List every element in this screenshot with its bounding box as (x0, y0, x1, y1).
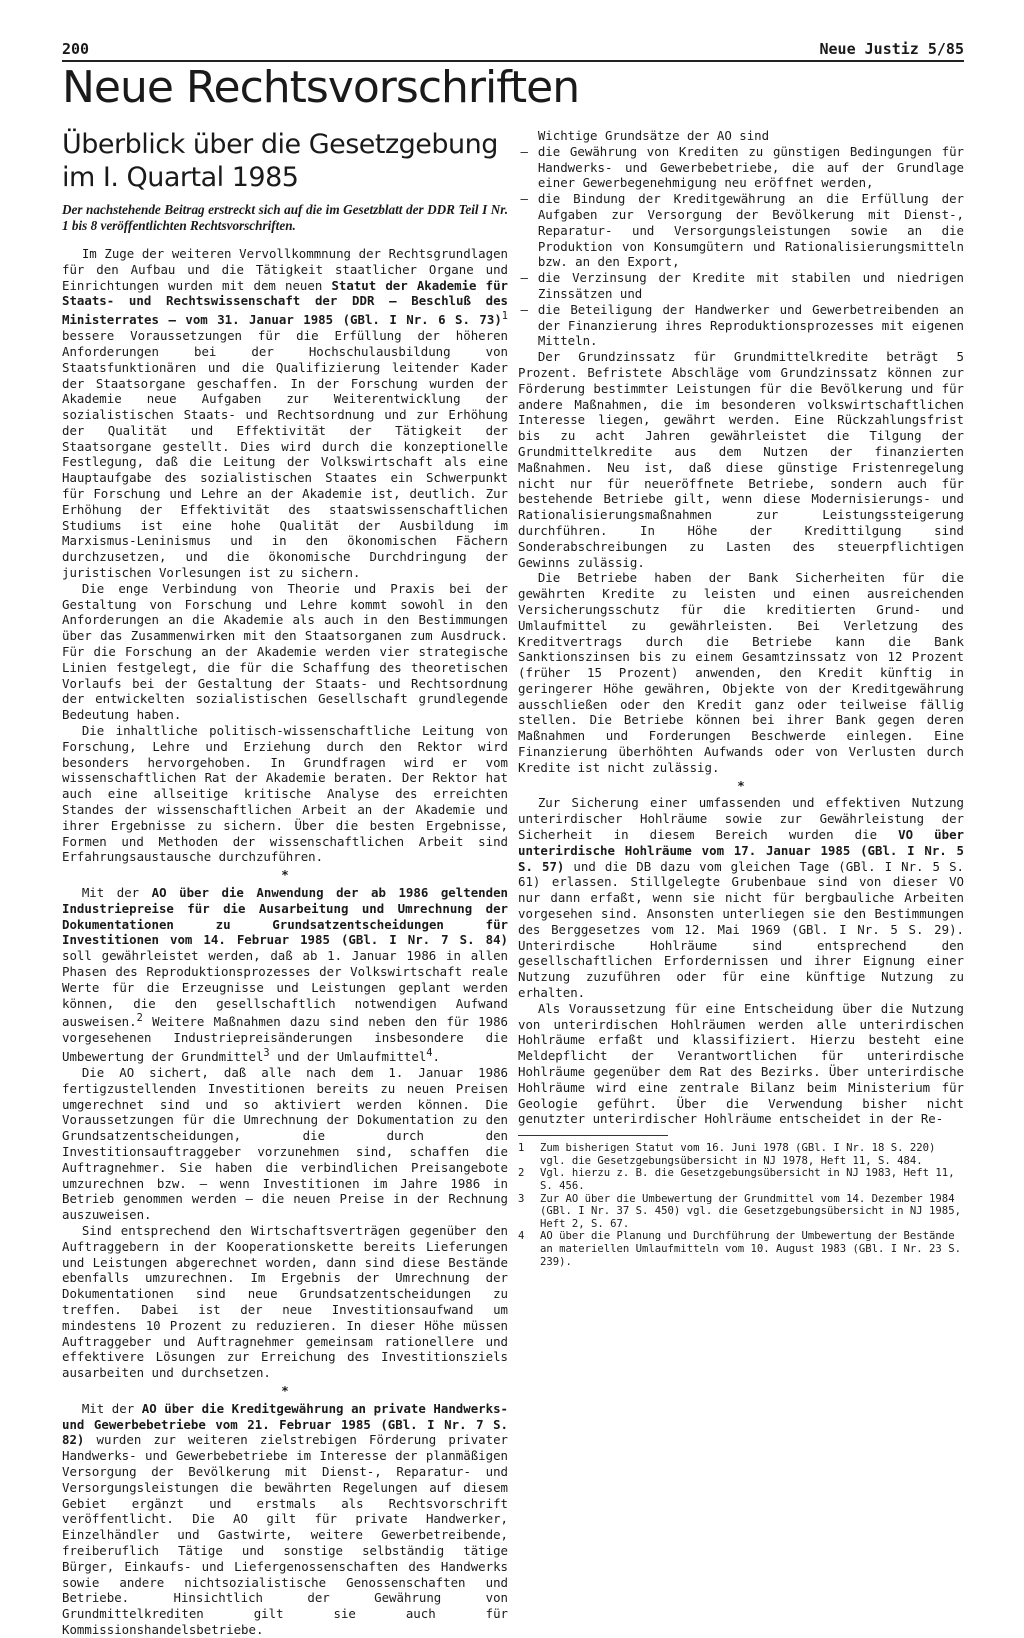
paragraph: Die Betriebe haben der Bank Sicherheiten für die gewährten Kredite zu leisten und einen ausreichenden Versicherungsschutz für die kreditierten Grund- und Umlaufmittel zu gewährleisten. Bei Verletzung des Kreditvertrags durch die Betriebe kann die Bank Sanktionszinsen bis zu einem Gesamtzinssatz von 12 Prozent (früher 15 Prozent) anwenden, den Kredit künftig in geringerer Höhe gewähren, Objekte von der Kreditgewährung ausschließen oder den Kredit ganz oder teilweise fällig stellen. Die Betriebe können bei ihrer Bank gegen deren Maßnahmen und Forderungen Beschwerde einlegen. Eine Finanzierung überhöhten Aufwands oder von Verlusten durch Kredite ist nicht zulässig. (518, 570, 964, 775)
footnote-number: 3 (518, 1192, 525, 1205)
paragraph (518, 795, 964, 1000)
text-run: soll gewährleistet werden, daß ab 1. Januar 1986 in allen Phasen des Reproduktionsprozesses der Volkswirtschaft reale Werte für die Erzeugnisse und Leistungen geplant werden können, die den gesellschaftlich notwendigen Aufwand ausweisen. (62, 948, 508, 1030)
law-reference: AO über die Kreditgewährung an private Handwerks- und Gewerbebetriebe vom 21. Februar 1985 (GBl. I Nr. 7 S. 82) (62, 1400, 508, 1448)
section-divider: * (281, 867, 289, 883)
paragraph: Die inhaltliche politisch-wissenschaftliche Leitung von Forschung, Lehre und Erziehung durch den Rektor wird besonders hervorgehoben. In Grundfragen wird er vom wissenschaftlichen Rat der Akademie beraten. Der Rektor hat auch eine allseitige kritische Analyse des erreichten Standes der wissenschaftlichen Arbeit an der Akademie und ihrer Ergebnisse zu sichern. Über die besten Ergebnisse, Formen und Methoden der wissenschaftlichen Arbeit sind Erfahrungsaustausche durchzuführen. (62, 723, 508, 865)
text-run: und die DB dazu vom gleichen Tage (GBl. I Nr. 5 S. 61) erlassen. Stillgelegte Grubenbaue sind von dieser VO nur dann erfaßt, wenn sie nicht für bergbauliche Arbeiten vorgesehen sind. Ansonsten unterliegen sie den Bestimmungen des Berggesetzes vom 12. Mai 1969 (GBl. I Nr. 5 S. 29). Unterirdische Hohlräume sind entsprechend den gesellschaftlichen Erfordernissen und ihrer Eignung einer Nutzung zuzuführen oder für eine künftige Nutzung zu erhalten. (518, 858, 964, 1001)
journal-issue: Neue Justiz 5/85 (819, 40, 964, 58)
principles-list (518, 144, 964, 349)
law-reference: VO über unterirdische Hohlräume vom 17. Januar 1985 (GBl. I Nr. 5 S. 57) (518, 827, 964, 874)
footnote-text: AO über die Planung und Durchführung der Umbewertung der Bestände an materiellen Umlaufmitteln vom 10. August 1983 (GBl. I Nr. 23 S. 239). (540, 1230, 961, 1268)
list-item: – die Beteiligung der Handwerker und Gewerbetreibenden an der Finanzierung ihres Reproduktionsprozesses mit eigenen Mitteln. (518, 302, 964, 349)
list-item: – die Bindung der Kreditgewährung an die Erfüllung der Aufgaben zur Versorgung der Bevölkerung mit Dienst-, Reparatur- und Versorgungsleistungen sowie an die Produktion von Konsumgütern und Rationalisierungsmitteln bzw. an den Export, (518, 191, 964, 270)
text-run: Im Zuge der weiteren Vervollkommnung der Rechtsgrundlagen für den Aufbau und die Tätigkeit staatlicher Organe und Einrichtungen wurden mit dem neuen (62, 246, 508, 293)
text-run: Weitere Maßnahmen dazu sind neben den für 1986 vorgesehenen Industriepreisänderungen insbesondere die Umbewertung der Grundmittel (62, 1014, 508, 1065)
article-lead: Der nachstehende Beitrag erstreckt sich auf die im Gesetzblatt der DDR Teil I Nr. 1 bis 8 veröffentlichten Rechtsvorschriften. (62, 202, 508, 233)
footnote-text: Zum bisherigen Statut vom 16. Juni 1978 (GBl. I Nr. 18 S. 220) vgl. die Gesetzgebungsübersicht in NJ 1978, Heft 11, S. 484. (540, 1142, 936, 1167)
footnote-text: Vgl. hierzu z. B. die Gesetzgebungsübersicht in NJ 1983, Heft 11, S. 456. (540, 1167, 955, 1192)
paragraph (62, 1401, 508, 1638)
footnote (518, 1142, 964, 1167)
paragraph (62, 885, 508, 1065)
paragraph (62, 246, 508, 581)
text-run: wurden zur weiteren zielstrebigen Förderung privater Handwerks- und Gewerbebetriebe im Interesse der planmäßigen Versorgung der Bevölkerung mit Dienst-, Reparatur- und Versorgungsleistungen die bewährten Regelungen auf diesem Gebiet ergänzt und erstmals als Rechtsvorschrift veröffentlicht. Die AO gilt für private Handwerker, Einzelhändler und Gastwirte, weitere Gewerbetreibende, freiberuflich Tätige und sonstige selbständig tätige Bürger, Einkaufs- und Liefergenossenschaften des Handwerks sowie andere nichtsozialistische Genossenschaften und Betriebe. Hinsichtlich der Gewährung von Grundmittelkrediten gilt sie auch für Kommissionshandelsbetriebe. (62, 1432, 508, 1637)
footnote (518, 1167, 964, 1192)
article-title: Überblick über die Gesetzgebung im I. Quartal 1985 (62, 129, 498, 193)
law-reference: Statut der Akademie für Staats- und Rechtswissenschaft der DDR – Beschluß des Ministerrates – vom 31. Januar 1985 (GBl. I Nr. 6 S. 73) (62, 277, 509, 328)
paragraph: Die AO sichert, daß alle nach dem 1. Januar 1986 fertigzustellenden Investitionen bereits zu neuen Preisen umgerechnet sind und so aktiviert werden können. Die Voraussetzungen für die Umrechnung der Dokumentation zu den Grundsatzentscheidungen, die durch den Investitionsauftraggeber vorzunehmen sind, schaffen die Auftragnehmer. Sie haben die verbindlichen Preisangebote umzurechnen bzw. – wenn Investitionen im Jahre 1986 in Betrieb genommen werden – die neuen Preise in der Rechnung auszuweisen. (62, 1065, 508, 1223)
paragraph: Sind entsprechend den Wirtschaftsverträgen gegenüber den Auftraggebern in der Kooperationskette bereits Lieferungen und Leistungen abgerechnet worden, dann sind diese Bestände ebenfalls umzurechnen. Im Ergebnis der Umrechnung der Dokumentationen sind neue Grundsatzentscheidungen zu treffen. Dabei ist der neue Investitionsaufwand um mindestens 10 Prozent zu reduzieren. In dieser Höhe müssen Auftraggeber und Auftragnehmer gemeinsam rationellere und effektivere Lösungen zur Erreichung des Investitionsziels ausarbeiten und durchsetzen. (62, 1222, 508, 1381)
left-column (62, 128, 508, 1638)
footnote-ref: 1 (501, 310, 508, 323)
paragraph: Die enge Verbindung von Theorie und Praxis bei der Gestaltung von Forschung und Lehre kommt sowohl in den Anforderungen an die Akademie als auch in den Bestimmungen über das Zusammenwirken mit den Staatsorganen zum Ausdruck. Für die Forschung an der Akademie werden vier strategische Linien festgelegt, die für die Schaffung des theoretischen Vorlaufs bei der Gestaltung der Staats- und Rechtsordnung der entwickelten sozialistischen Gesellschaft grundlegende Bedeutung haben. (62, 580, 508, 723)
list-item: – die Verzinsung der Kredite mit stabilen und niedrigen Zinssätzen und (518, 270, 964, 302)
footnote-number: 1 (518, 1142, 525, 1155)
page-number: 200 (62, 40, 90, 58)
footnote-ref: 4 (426, 1047, 433, 1060)
footnote-number: 2 (518, 1167, 525, 1180)
footnote-number: 4 (518, 1230, 525, 1243)
text-run: Mit der (81, 1400, 142, 1416)
section-title: Neue Rechtsvorschriften (62, 62, 580, 113)
text-run: und der Umlaufmittel (269, 1049, 427, 1065)
footnote-ref: 2 (136, 1012, 143, 1025)
list-item: – die Gewährung von Krediten zu günstigen Bedingungen für Handwerks- und Gewerbebetriebe, die auf der Grundlage einer Gewerbegenehmigung neu eröffnet werden, (518, 144, 964, 191)
text-run: Zur Sicherung einer umfassenden und effektiven Nutzung unterirdischer Hohlräume sowie zur Gewährleistung der Sicherheit in diesem Bereich wurden die (518, 795, 964, 843)
footnote-rule (518, 1135, 668, 1136)
footnotes (518, 1142, 964, 1268)
footnote-ref: 3 (263, 1047, 270, 1060)
law-reference: AO über die Anwendung der ab 1986 geltenden Industriepreise für die Ausarbeitung und Umrechnung der Dokumentationen zu Grundsatzentscheidungen für Investitionen vom 14. Februar 1985 (GBl. I Nr. 7 S. 84) (62, 885, 508, 948)
paragraph: Als Voraussetzung für eine Entscheidung über die Nutzung von unterirdischen Hohlräumen werden alle unterirdischen Hohlräume erfaßt und klassifiziert. Hierzu besteht eine Meldepflicht der Verantwortlichen für unterirdische Hohlräume gegenüber dem Rat des Bezirks. Über unterirdische Hohlräume wird eine zentrale Bilanz beim Ministerium für Geologie geführt. Über die Verwendung bisher nicht genutzter unterirdischer Hohlräume entscheidet in der Re- (518, 1000, 964, 1127)
paragraph: Der Grundzinssatz für Grundmittelkredite beträgt 5 Prozent. Befristete Abschläge vom Grundzinssatz können zur Förderung bestimmter Leistungen für die Bevölkerung und für andere Maßnahmen, die im besonderen volkswirtschaftlichen Interesse liegen, gewährt werden. Eine Rückzahlungsfrist bis zu acht Jahren gewährleistet die Tilgung der Grundmittelkredite aus dem Nutzen der finanzierten Maßnahmen. Neu ist, daß diese günstige Fristenregelung nicht nur für neueröffnete Betriebe, sondern auch für bestehende Betriebe gilt, wenn diese Modernisierungs- und Rationalisierungsmaßnahmen zur Leistungssteigerung durchführen. In Höhe der Kredittilgung sind Sonderabschreibungen zu Lasten des steuerpflichtigen Gewinns zulässig. (518, 349, 964, 570)
footnote (518, 1193, 964, 1231)
section-divider: * (281, 1382, 289, 1398)
footnote (518, 1230, 964, 1268)
text-run: Mit der (81, 885, 152, 900)
page-header (62, 36, 964, 58)
right-column (518, 128, 964, 1268)
paragraph: Wichtige Grundsätze der AO sind (537, 128, 770, 143)
text-run: bessere Voraussetzungen für die Erfüllung der höheren Anforderungen bei der Hochschulausbildung von Staatsfunktionären und die Qualifizierung leitender Kader der Staatsorgane geschaffen. In der Forschung wurden der Akademie neue Aufgaben zur Weiterentwicklung der sozialistischen Staats- und Rechtsordnung und zur Erhöhung der Qualität und Effektivität der Tätigkeit der Staatsorgane gestellt. Dies wird durch die konzeptionelle Festlegung, daß die Leitung der Volkswirtschaft als eine Hauptaufgabe des sozialistischen Staates ein Schwerpunkt für Forschung und Lehre an der Akademie ist, deutlich. Zur Erhöhung der Effektivität des staatswissenschaftlichen Studiums ist eine hohe Qualität der Ausbildung im Marxismus-Leninismus und in den ökonomischen Fächern durchzusetzen, und die ökonomische Durchdringung der juristischen Vorlesungen ist zu sichern. (62, 328, 508, 581)
footnote-text: Zur AO über die Umbewertung der Grundmittel vom 14. Dezember 1984 (GBl. I Nr. 37 S. 450) vgl. die Gesetzgebungsübersicht in NJ 1985, Heft 2, S. 67. (540, 1192, 961, 1230)
section-divider: * (737, 777, 745, 793)
text-run: . (432, 1049, 440, 1065)
